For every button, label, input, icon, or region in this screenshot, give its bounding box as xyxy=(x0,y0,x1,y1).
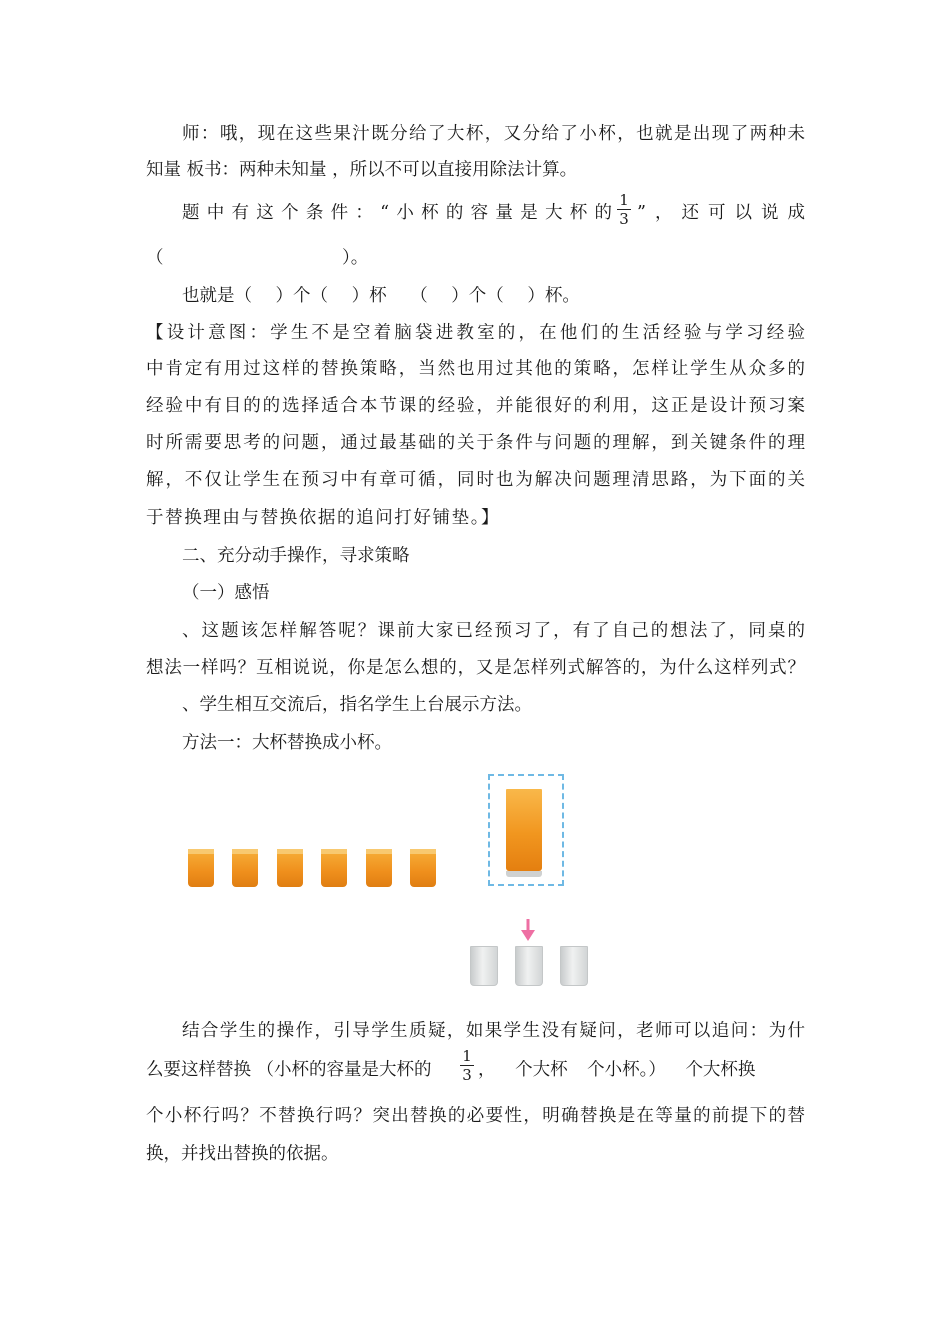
fraction-denominator: 3 xyxy=(619,210,629,228)
empty-small-cup xyxy=(470,946,498,986)
design-intent-line: 中肯定有用过这样的替换策略，当然也用过其他的策略，怎样让学生从众多的 xyxy=(146,359,805,379)
empty-small-cup xyxy=(515,946,543,986)
big-juice-cup xyxy=(506,789,542,871)
small-juice-cup xyxy=(232,849,258,887)
fraction-numerator: 1 xyxy=(462,1047,472,1065)
small-juice-cup xyxy=(366,849,392,887)
text-line: 师：哦，现在这些果汁既分给了大杯，又分给了小杯，也就是出现了两种未 xyxy=(182,124,805,144)
text-line: 个小杯行吗？不替换行吗？突出替换的必要性，明确替换是在等量的前提下的替 xyxy=(146,1106,805,1126)
fraction-one-third xyxy=(460,1048,474,1083)
text-line: 想法一样吗？互相说说，你是怎么想的，又是怎样列式解答的，为什么这样列式？ xyxy=(146,658,805,678)
small-juice-cup xyxy=(321,849,347,887)
arrow-down-icon xyxy=(521,919,535,941)
fraction-one-third xyxy=(617,192,631,227)
text-line: 、这题该怎样解答呢？课前大家已经预习了，有了自己的想法了，同桌的 xyxy=(182,621,805,641)
design-intent-line: 时所需要思考的问题，通过最基础的关于条件与问题的理解，到关键条件的理 xyxy=(146,433,805,453)
small-juice-cup xyxy=(410,849,436,887)
design-intent-line: 【设计意图：学生不是空着脑袋进教室的，在他们的生活经验与学习经验 xyxy=(146,323,805,343)
section-heading: 二、充分动手操作，寻求策略 xyxy=(182,546,410,566)
fraction-denominator: 3 xyxy=(462,1066,472,1084)
design-intent-line: 于替换理由与替换依据的追问打好铺垫。】 xyxy=(146,508,501,528)
text-line: 换，并找出替换的依据。 xyxy=(146,1144,339,1164)
text-line: 题中有这个条件：“小杯的容量是大杯的 xyxy=(182,203,612,223)
text-line: 结合学生的操作，引导学生质疑，如果学生没有疑问，老师可以追问：为什 xyxy=(182,1021,805,1041)
fraction-numerator: 1 xyxy=(619,191,629,209)
text-line: 么要这样替换 （小杯的容量是大杯的 xyxy=(146,1060,432,1080)
text-line: ”，还可以说成 xyxy=(637,203,805,223)
text-line: ）。 xyxy=(342,248,369,268)
subsection-heading: （一）感悟 xyxy=(182,583,270,603)
text-line: 知量 板书：两种未知量 ，所以不可以直接用除法计算。 xyxy=(146,160,578,180)
small-juice-cup xyxy=(188,849,214,887)
small-juice-cup xyxy=(277,849,303,887)
text-line: （ xyxy=(146,248,164,268)
design-intent-line: 经验中有目的的选择适合本节课的经验，并能很好的利用，这正是设计预习案 xyxy=(146,396,805,416)
empty-small-cup xyxy=(560,946,588,986)
text-line: 也就是（ ）个（ ）杯 （ ）个（ ）杯。 xyxy=(182,286,580,306)
text-line: 、学生相互交流后，指名学生上台展示方法。 xyxy=(182,695,532,715)
method-heading: 方法一：大杯替换成小杯。 xyxy=(182,733,392,753)
design-intent-line: 解，不仅让学生在预习中有章可循，同时也为解决问题理清思路，为下面的关 xyxy=(146,470,805,490)
text-line: ， 个大杯 个小杯。） 个大杯换 xyxy=(478,1060,756,1080)
